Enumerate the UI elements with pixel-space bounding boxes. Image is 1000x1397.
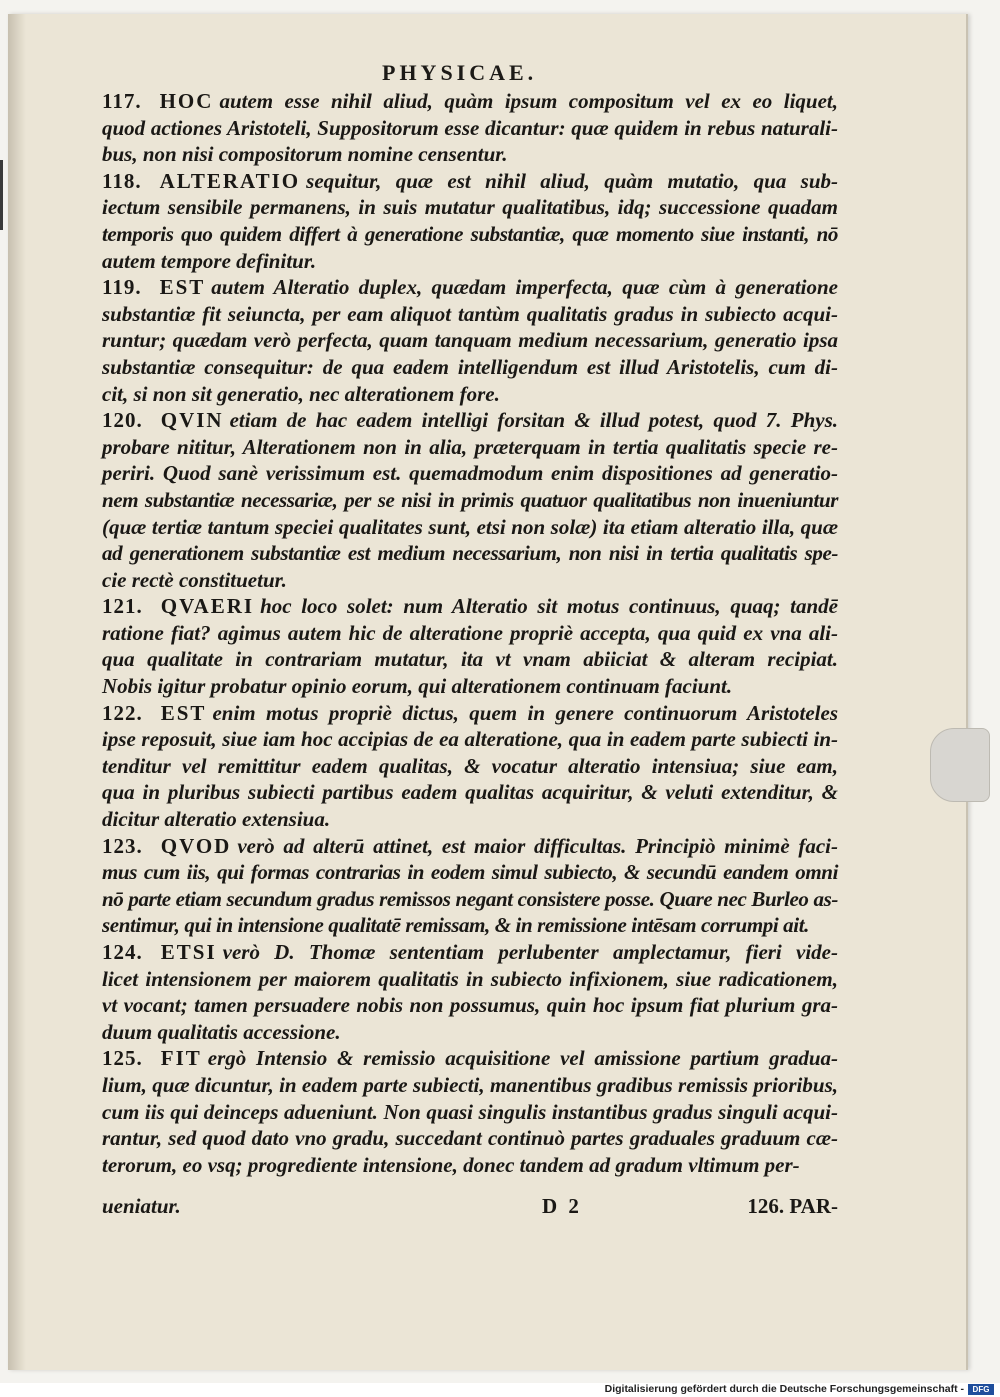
paragraph-lead-word: FIT	[160, 1046, 202, 1071]
line-text: duum qualitatis accessione.	[102, 1019, 341, 1044]
text-line	[102, 726, 838, 753]
line-text: ratione fiat? agimus autem hic de alteratione propriè accepta, qua quid ex vna ali-	[102, 620, 838, 645]
text-line	[102, 487, 838, 514]
line-text: temporis quo quidem differt à generatione substantiæ, quæ momento siue instanti, nō	[102, 221, 838, 246]
line-text: verò D. Thomæ sententiam perlubenter amplectamur, fieri vide-	[222, 940, 838, 964]
paragraph-lead-word: QVIN	[160, 408, 224, 433]
line-text: quod actiones Aristoteli, Suppositorum esse dicantur: quæ quidem in rebus naturali-	[102, 115, 838, 140]
gutter-shadow	[8, 14, 26, 1370]
text-line	[102, 434, 838, 461]
line-text: periri. Quod sanè verissimum est. quemadmodum enim dispositiones ad generatio-	[102, 461, 838, 486]
paragraph	[102, 833, 838, 939]
paragraph	[102, 700, 838, 833]
text-line	[102, 407, 838, 434]
text-line	[102, 460, 838, 487]
line-text: hoc loco solet: num Alteratio sit motus continuus, quaq; tandē	[260, 594, 838, 619]
line-text: cit, si non sit generatio, nec alterationem fore.	[102, 381, 500, 406]
paragraph-number: 121.	[102, 594, 143, 619]
text-line	[102, 1099, 838, 1126]
dfg-credit-text: Digitalisierung gefördert durch die Deutsche Forschungsgemeinschaft -	[604, 1383, 964, 1395]
line-text: (quæ tertiæ tantum speciei qualitates sunt, etsi non solæ) ita etiam alteratio illa, quæ	[102, 514, 838, 539]
paragraph-number: 118.	[102, 168, 142, 193]
dfg-logo: DFG	[968, 1384, 994, 1395]
text-line	[102, 327, 838, 354]
text-line	[102, 168, 838, 195]
text-line	[102, 1125, 838, 1152]
line-text: sentimur, qui in intensione qualitatē remissam, & in remissione intēsam corrumpi ait.	[102, 913, 809, 938]
signature-mark: D 2	[542, 1194, 582, 1218]
paragraph-lead-word: ETSI	[160, 940, 217, 964]
line-text: nem substantiæ necessariæ, per se nisi in primis quatuor qualitatibus non inueniuntur	[102, 487, 838, 512]
line-text: mus cum iis, qui formas contrarias in eodem simul subiecto, & secundū eandem omni	[102, 860, 838, 885]
line-text: autem tempore definitur.	[102, 248, 317, 273]
line-text: cie rectè constituetur.	[102, 567, 287, 592]
paragraph-lead-word: HOC	[159, 89, 214, 113]
footer-last-word: ueniatur.	[102, 1194, 181, 1218]
paragraph-lead-word: EST	[160, 700, 207, 725]
line-text: ipse reposuit, siue iam hoc accipias de ea alteratione, qua in eadem parte subiecti in-	[102, 727, 838, 752]
paragraph-number: 123.	[102, 833, 143, 858]
text-line	[102, 886, 838, 913]
paragraph-lead-word: EST	[159, 275, 206, 300]
text-line	[102, 115, 838, 142]
text-line	[102, 939, 838, 966]
line-text: ad generationem substantiæ est medium necessarium, non nisi in tertia qualitatis spe-	[102, 541, 838, 566]
paragraph	[102, 1045, 838, 1178]
paragraph	[102, 939, 838, 1045]
paragraph-number: 117.	[102, 89, 142, 113]
page-body	[102, 88, 838, 1178]
text-line	[102, 141, 838, 168]
text-line	[102, 221, 838, 248]
text-line	[102, 912, 838, 939]
paragraph	[102, 274, 838, 407]
line-text: substantiæ fit seiuncta, per eam aliquot tantùm qualitatis gradus in subiecto acqui-	[102, 301, 838, 326]
text-line	[102, 753, 838, 780]
text-line	[102, 646, 838, 673]
text-line	[102, 593, 838, 620]
line-text: lium, quæ dicuntur, in eadem parte subiecti, manentibus gradibus remissis prioribus,	[102, 1072, 838, 1097]
text-line	[102, 833, 838, 860]
text-line	[102, 540, 838, 567]
text-line	[102, 992, 838, 1019]
text-line	[102, 620, 838, 647]
text-line	[102, 381, 838, 408]
line-text: qua qualitate in contrariam mutatur, ita vt vnam abiiciat & alteram recipiat.	[102, 647, 838, 672]
text-line	[102, 274, 838, 301]
line-text: autem esse nihil aliud, quàm ipsum compositum vel ex eo liquet,	[219, 89, 838, 113]
running-title: PHYSICAE.	[382, 60, 538, 85]
line-text: runtur; quædam verò perfecta, quam tanquam medium necessarium, generatio ipsa	[102, 328, 838, 353]
catchword: 126. PAR-	[747, 1194, 838, 1218]
paragraph-lead-word: ALTERATIO	[159, 168, 301, 193]
text-line	[102, 779, 838, 806]
paragraph	[102, 407, 838, 593]
line-text: terorum, eo vsq; progrediente intensione, donec tandem ad gradum vltimum per-	[102, 1152, 800, 1177]
paragraph-number: 119.	[102, 275, 142, 300]
paragraph-number: 120.	[102, 408, 143, 433]
text-line	[102, 859, 838, 886]
paragraph-lead-word: QVAERI	[160, 594, 255, 619]
line-text: autem Alteratio duplex, quædam imperfecta, quæ cùm à generatione	[211, 275, 838, 300]
line-text: verò ad alterū attinet, est maior difficultas. Principiò minimè faci-	[237, 833, 838, 858]
paragraph	[102, 88, 838, 168]
text-line	[102, 1019, 838, 1046]
line-text: bus, non nisi compositorum nomine censentur.	[102, 142, 508, 167]
text-line	[102, 567, 838, 594]
line-text: substantiæ consequitur: de qua eadem intelligendum est illud Aristotelis, cum di-	[102, 354, 838, 379]
text-line	[102, 88, 838, 115]
line-text: nō parte etiam secundum gradus remissos negant consistere posse. Quare nec Burleo as-	[102, 886, 838, 911]
line-text: rantur, sed quod dato vno gradu, succedant continuò partes graduales graduum cæ-	[102, 1126, 838, 1151]
text-line	[102, 354, 838, 381]
line-text: enim motus propriè dictus, quem in genere continuorum Aristoteles	[212, 700, 838, 725]
paragraph-number: 122.	[102, 700, 143, 725]
text-line	[102, 966, 838, 993]
line-text: cum iis qui deinceps adueniunt. Non quasi singulis instantibus gradus singuli acqui-	[102, 1099, 838, 1124]
paragraph	[102, 168, 838, 274]
text-line	[102, 700, 838, 727]
text-line	[102, 194, 838, 221]
line-text: sequitur, quæ est nihil aliud, quàm mutatio, qua sub-	[306, 168, 838, 193]
line-text: iectum sensibile permanens, in suis mutatur qualitatibus, idq; successione quadam	[102, 195, 838, 220]
line-text: ergò Intensio & remissio acquisitione vel amissione partium gradua-	[207, 1046, 838, 1071]
text-line	[102, 673, 838, 700]
text-line	[102, 806, 838, 833]
paragraph-lead-word: QVOD	[160, 833, 232, 858]
line-text: licet intensionem per maiorem qualitatis in subiecto infixionem, siue radicationem,	[102, 966, 838, 991]
line-text: etiam de hac eadem intelligi forsitan & illud potest, quod 7. Phys.	[229, 408, 838, 433]
line-text: dicitur alteratio extensiua.	[102, 807, 331, 832]
text-line	[102, 1152, 838, 1179]
color-target-tab	[930, 728, 990, 802]
text-line	[102, 514, 838, 541]
line-text: Nobis igitur probatur opinio eorum, qui alterationem continuam faciunt.	[102, 674, 733, 699]
paragraph-number: 124.	[102, 940, 143, 964]
paragraph	[102, 593, 838, 699]
text-line	[102, 1045, 838, 1072]
text-line	[102, 301, 838, 328]
line-text: tenditur vel remittitur eadem qualitas, & vocatur alteratio intensiua; siue eam,	[102, 753, 838, 778]
binding-mark	[0, 160, 3, 230]
text-line	[102, 248, 838, 275]
paragraph-number: 125.	[102, 1046, 143, 1071]
line-text: qua in pluribus subiecti partibus eadem qualitas acquiritur, & veluti extenditur, &	[102, 780, 838, 805]
line-text: vt vocant; tamen persuadere nobis non possumus, quin hoc ipsum fiat plurium gra-	[102, 993, 838, 1018]
line-text: probare nititur, Alterationem non in alia, præterquam in tertia qualitatis specie re-	[102, 434, 838, 459]
text-line	[102, 1072, 838, 1099]
